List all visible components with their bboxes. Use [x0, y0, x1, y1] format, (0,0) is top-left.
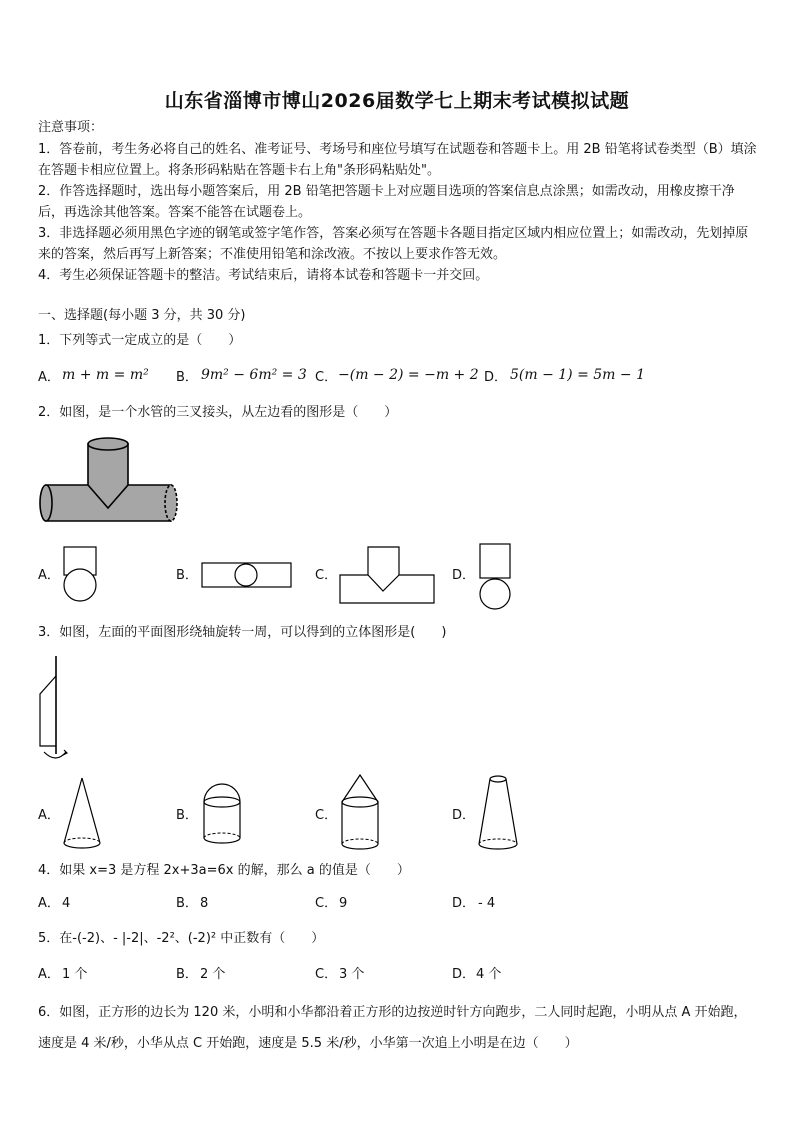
q2-option-b-label: B．: [176, 568, 198, 583]
q1-option-a-label: A．: [38, 370, 60, 385]
notice-item-1: 1．答卷前，考生务必将自己的姓名、准考证号、考场号和座位号填写在试题卷和答题卡上。用 2B 铅笔将试卷类型（B）填涂在答题卡相应位置上。将条形码粘贴在答题卡右上角"条形码粘贴处"。: [38, 142, 757, 178]
rotation-plane-figure: [36, 654, 76, 764]
q4-option-a-value: 4: [62, 896, 71, 911]
question-6-stem: 6．如图，正方形的边长为 120 米，小明和小华都沿着正方形的边按逆时针方向跑步，二人同时起跑，小明从点 A 开始跑，速度是 4 米/秒，小华从点 C 开始跑，速度是 5.5 米/秒，小华第一次追上小明是在边（ ）: [38, 1005, 747, 1051]
q4-option-d-label: D．: [452, 896, 476, 911]
q4-option-b-label: B．: [176, 896, 198, 911]
q4-option-a-label: A．: [38, 896, 60, 911]
q1-option-a-expr: m + m = m²: [62, 367, 149, 383]
notice-item-3: 3．非选择题必须用黑色字迹的钢笔或签字笔作答，答案必须写在答题卡各题目指定区域内相应位置上；如需改动，先划掉原来的答案，然后再写上新答案；不准使用铅笔和涂改液。不按以上要求作答无效。: [38, 226, 749, 262]
q2-option-d-figure: [476, 542, 516, 612]
notice-item-4: 4．考生必须保证答题卡的整洁。考试结束后，请将本试卷和答题卡一并交回。: [38, 268, 489, 283]
q2-option-c-label: C．: [315, 568, 338, 583]
q1-option-b-expr: 9m² − 6m² = 3: [201, 367, 307, 383]
q5-option-d-label: D．: [452, 967, 476, 982]
question-3-stem: 3．如图，左面的平面图形绕轴旋转一周，可以得到的立体图形是( ): [38, 625, 447, 640]
pipe-tee-figure: [36, 436, 186, 526]
q1-option-b-label: B．: [176, 370, 198, 385]
q5-option-a-value: 1 个: [62, 967, 88, 982]
q2-option-d-label: D．: [452, 568, 476, 583]
q4-option-c-value: 9: [339, 896, 348, 911]
q3-option-d-frustum: [474, 772, 524, 857]
q3-option-a-cone: [60, 775, 105, 855]
q2-option-a-label: A．: [38, 568, 60, 583]
q1-option-d-label: D．: [484, 370, 508, 385]
q4-option-c-label: C．: [315, 896, 338, 911]
q5-option-a-label: A．: [38, 967, 60, 982]
question-1-stem: 1．下列等式一定成立的是（ ）: [38, 333, 242, 348]
q1-option-c-expr: −(m − 2) = −m + 2: [338, 367, 479, 383]
q3-option-b-cylinder-dome: [200, 780, 245, 850]
q5-option-d-value: 4 个: [476, 967, 502, 982]
notice-heading: 注意事项：: [38, 120, 104, 135]
notice-item-2: 2．作答选择题时，选出每小题答案后，用 2B 铅笔把答题卡上对应题目选项的答案信息点涂黑；如需改动，用橡皮擦干净后，再选涂其他答案。答案不能答在试题卷上。: [38, 184, 735, 220]
page-title: 山东省淄博市博山2026届数学七上期末考试模拟试题: [164, 90, 630, 112]
q5-option-c-label: C．: [315, 967, 338, 982]
question-5-stem: 5．在-(-2)、- |-2|、-2²、(-2)² 中正数有（ ）: [38, 931, 325, 946]
q3-option-d-label: D．: [452, 808, 476, 823]
question-4-stem: 4．如果 x=3 是方程 2x+3a=6x 的解，那么 a 的值是（ ）: [38, 863, 410, 878]
q3-option-c-cone-cylinder: [338, 772, 383, 857]
section-heading: 一、选择题(每小题 3 分，共 30 分): [38, 308, 246, 323]
question-2-stem: 2．如图，是一个水管的三叉接头，从左边看的图形是（ ）: [38, 405, 398, 420]
q5-option-c-value: 3 个: [339, 967, 365, 982]
q2-option-c-figure: [338, 545, 438, 607]
q2-option-b-figure: [200, 560, 295, 590]
q4-option-d-value: - 4: [478, 896, 496, 911]
q3-option-c-label: C．: [315, 808, 338, 823]
q5-option-b-value: 2 个: [200, 967, 226, 982]
q2-option-a-figure: [60, 545, 105, 605]
q4-option-b-value: 8: [200, 896, 209, 911]
q1-option-c-label: C．: [315, 370, 338, 385]
q5-option-b-label: B．: [176, 967, 198, 982]
q1-option-d-expr: 5(m − 1) = 5m − 1: [510, 367, 645, 383]
q3-option-b-label: B．: [176, 808, 198, 823]
q3-option-a-label: A．: [38, 808, 60, 823]
